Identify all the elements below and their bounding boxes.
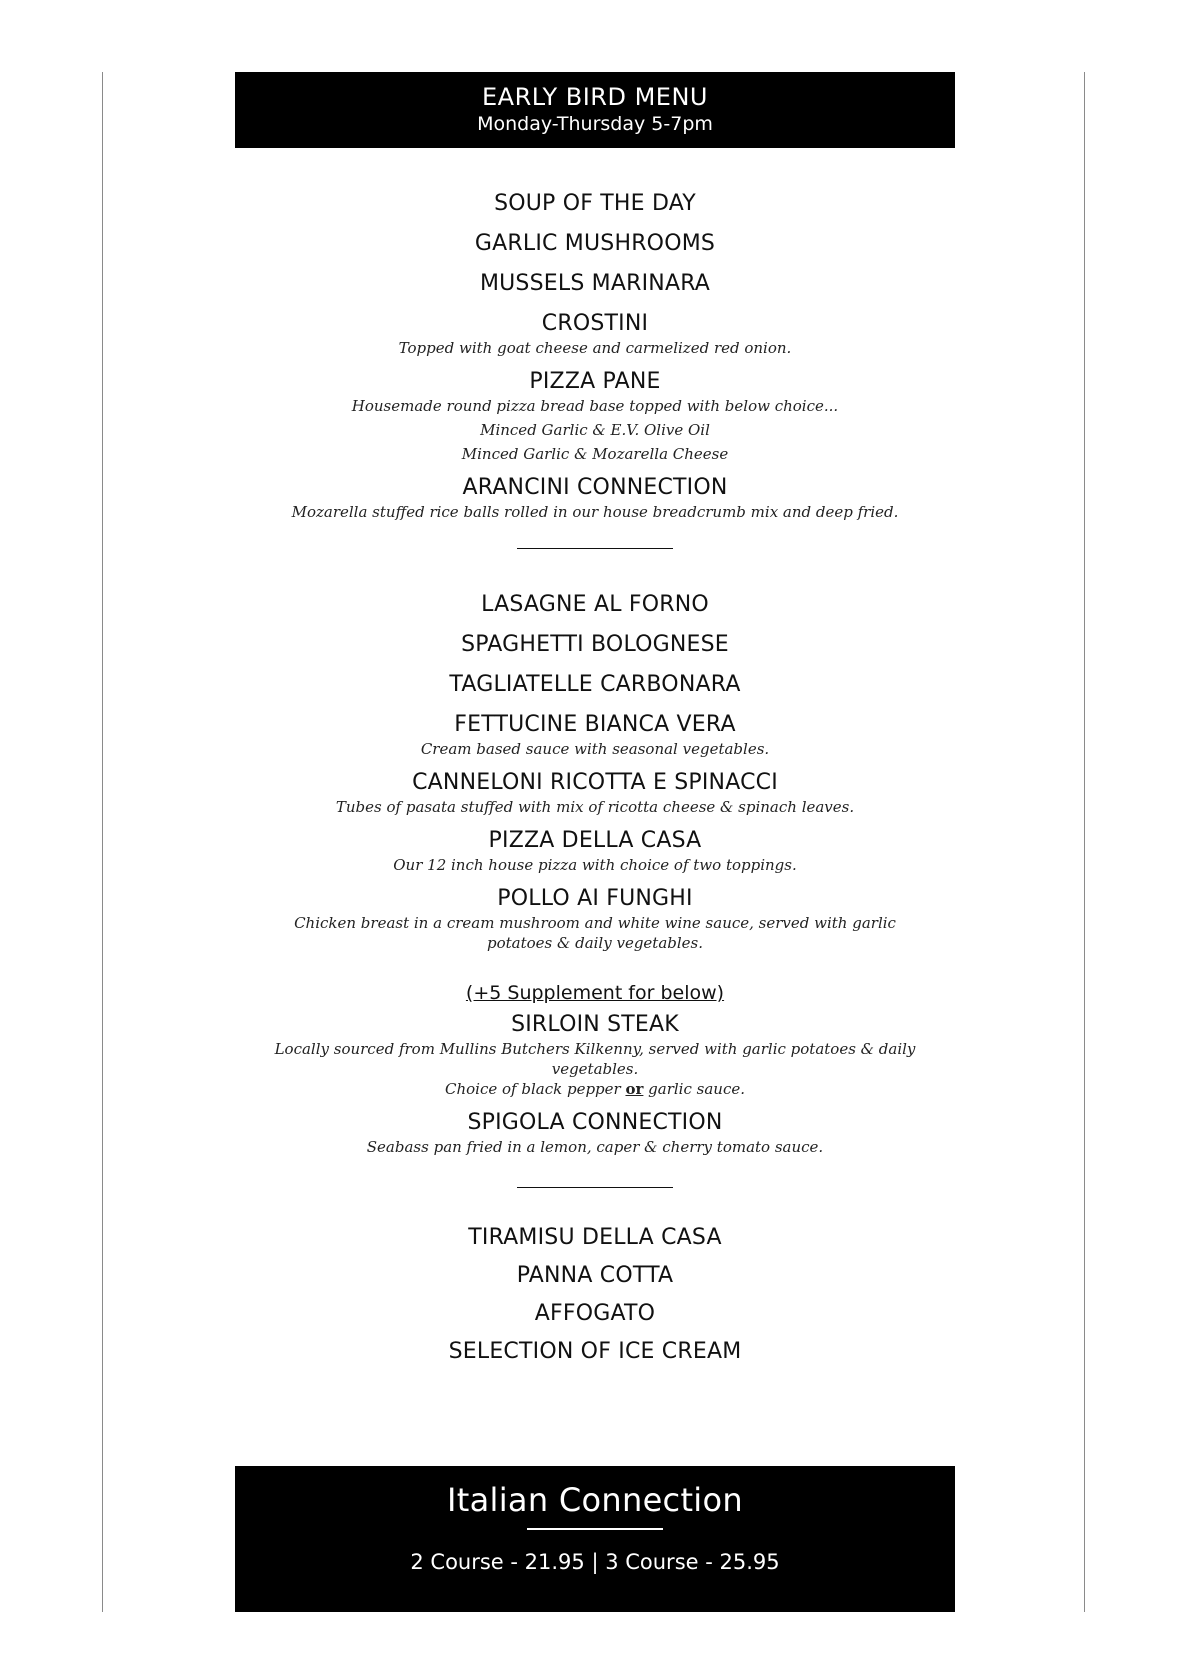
menu-item xyxy=(235,368,955,464)
menu-item xyxy=(235,190,955,218)
item-name: CROSTINI xyxy=(541,311,649,336)
menu-item xyxy=(235,827,955,875)
item-description: Seabass pan fried in a lemon, caper & cherry tomato sauce. xyxy=(366,1138,824,1156)
menu-item xyxy=(235,270,955,298)
item-name: LASAGNE AL FORNO xyxy=(481,592,709,617)
item-name: GARLIC MUSHROOMS xyxy=(474,231,716,256)
item-name: PIZZA PANE xyxy=(529,369,661,394)
item-option: Minced Garlic & E.V. Olive Oil xyxy=(480,421,710,439)
item-option: Minced Garlic & Mozarella Cheese xyxy=(461,445,729,463)
item-description: Our 12 inch house pizza with choice of two toppings. xyxy=(393,856,797,874)
item-name: SPAGHETTI BOLOGNESE xyxy=(461,632,729,657)
desserts-section xyxy=(235,1224,955,1366)
footer-band xyxy=(235,1466,955,1612)
item-description: Mozarella stuffed rice balls rolled in our house breadcrumb mix and deep fried. xyxy=(291,503,899,521)
header-band xyxy=(235,72,955,148)
item-name: TIRAMISU DELLA CASA xyxy=(468,1225,722,1250)
item-description: Cream based sauce with seasonal vegetables. xyxy=(420,740,770,758)
item-name: AFFOGATO xyxy=(534,1301,656,1326)
menu-title: EARLY BIRD MENU xyxy=(482,83,708,111)
item-sauce-choice xyxy=(235,1079,955,1099)
item-name: MUSSELS MARINARA xyxy=(479,271,711,296)
menu-item xyxy=(235,1109,955,1157)
footer-rule xyxy=(527,1528,663,1530)
item-description: Housemade round pizza bread base topped with below choice... xyxy=(351,397,839,415)
menu-hours: Monday-Thursday 5-7pm xyxy=(477,113,713,135)
restaurant-name: Italian Connection xyxy=(447,1481,743,1519)
item-name: POLLO AI FUNGHI xyxy=(497,886,693,911)
item-description: Tubes of pasata stuffed with mix of ricotta cheese & spinach leaves. xyxy=(335,798,855,816)
menu-item xyxy=(235,230,955,258)
item-name: SOUP OF THE DAY xyxy=(494,191,696,216)
menu-item xyxy=(235,1011,955,1099)
item-name: SELECTION OF ICE CREAM xyxy=(448,1339,742,1364)
item-name: SIRLOIN STEAK xyxy=(511,1012,679,1037)
sauce-choice-text: Choice of black pepper xyxy=(445,1080,626,1098)
item-name: ARANCINI CONNECTION xyxy=(462,475,728,500)
item-description: Topped with goat cheese and carmelized red onion. xyxy=(398,339,792,357)
item-name: PIZZA DELLA CASA xyxy=(488,828,702,853)
menu-item xyxy=(235,711,955,759)
sauce-choice-or: or xyxy=(625,1080,644,1098)
right-margin-rule xyxy=(1084,72,1085,1612)
left-margin-rule xyxy=(102,72,103,1612)
section-divider xyxy=(517,1187,673,1188)
menu-item xyxy=(235,310,955,358)
menu-item xyxy=(235,885,955,953)
item-description: Chicken breast in a cream mushroom and white wine sauce, served with garlic potatoes & daily vegetables. xyxy=(294,914,896,952)
sauce-choice-text: garlic sauce. xyxy=(643,1080,745,1098)
item-name: FETTUCINE BIANCA VERA xyxy=(454,712,736,737)
menu-item xyxy=(235,631,955,659)
item-name: PANNA COTTA xyxy=(516,1263,674,1288)
mains-section xyxy=(235,591,955,1157)
course-prices: 2 Course - 21.95 | 3 Course - 25.95 xyxy=(410,1550,780,1574)
section-divider xyxy=(517,548,673,549)
item-description: Locally sourced from Mullins Butchers Kilkenny, served with garlic potatoes & daily vegetables. xyxy=(274,1040,916,1078)
item-name: CANNELONI RICOTTA E SPINACCI xyxy=(412,770,778,795)
menu-item xyxy=(235,671,955,699)
supplement-note: (+5 Supplement for below) xyxy=(465,982,725,1004)
item-name: SPIGOLA CONNECTION xyxy=(467,1110,723,1135)
starters-section xyxy=(235,190,955,522)
item-name: TAGLIATELLE CARBONARA xyxy=(449,672,741,697)
menu-item xyxy=(235,474,955,522)
menu-item xyxy=(235,591,955,619)
menu-item xyxy=(235,769,955,817)
menu-body xyxy=(235,190,955,1376)
